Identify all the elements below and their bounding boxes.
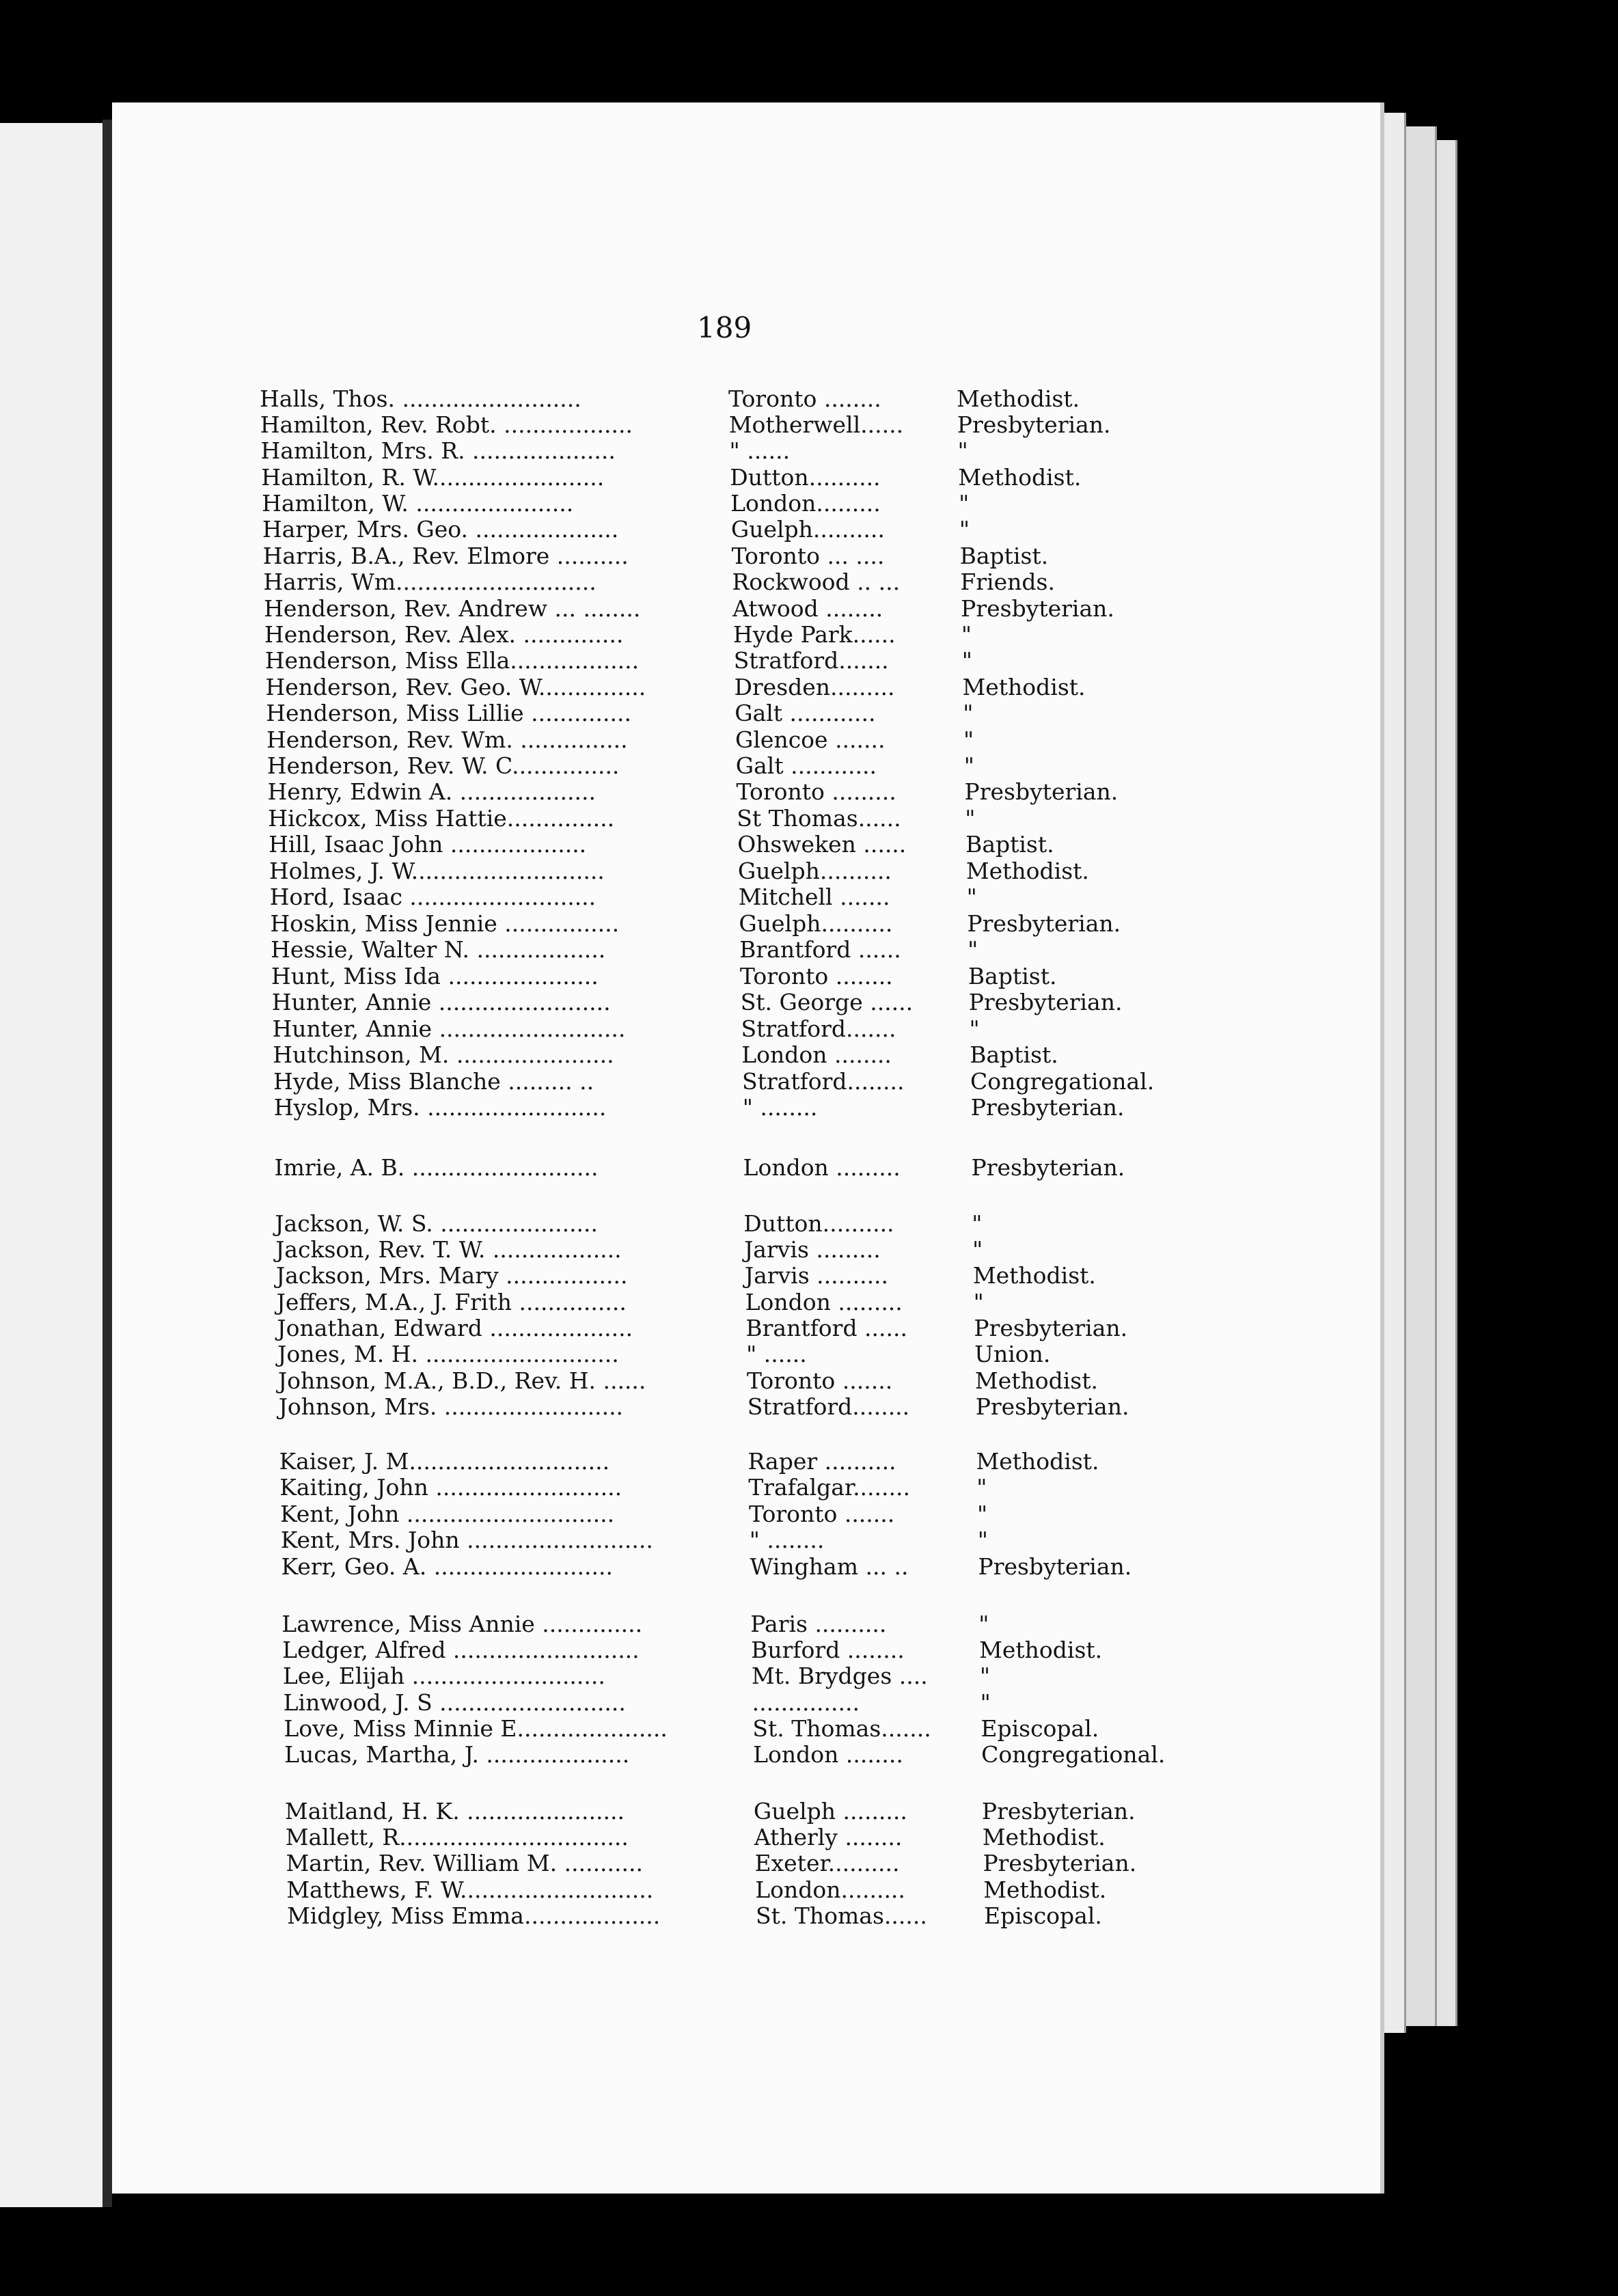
- entry-denomination: Methodist.: [957, 385, 1080, 412]
- entry-name: Harris, B.A., Rev. Elmore ..........: [262, 543, 629, 569]
- entry-place: Toronto ........: [739, 963, 893, 989]
- entry-place: St. George ......: [740, 989, 914, 1015]
- entry-name: Lee, Elijah ...........................: [282, 1663, 605, 1689]
- entry-place: Mt. Brydges ....: [751, 1663, 928, 1689]
- page-number: 189: [697, 311, 752, 344]
- entry-name: Kaiser, J. M............................: [279, 1448, 610, 1475]
- entry-name: Henderson, Rev. Andrew ... ........: [264, 595, 641, 622]
- entry-name: Hill, Isaac John ...................: [269, 831, 587, 858]
- entry-place: ...............: [752, 1689, 860, 1716]
- entry-name: Martin, Rev. William M. ...........: [286, 1850, 643, 1876]
- entry-place: Stratford.......: [733, 647, 889, 674]
- entry-denomination: Presbyterian.: [975, 1393, 1129, 1420]
- entry-place: Ohsweken ......: [737, 831, 907, 858]
- entry-name: Love, Miss Minnie E.....................: [284, 1715, 668, 1742]
- entry-denomination: Methodist.: [976, 1448, 1099, 1475]
- entry-place: Exeter..........: [754, 1850, 900, 1876]
- entry-place: Toronto .........: [736, 778, 896, 805]
- entry-place: " ......: [746, 1341, 807, 1367]
- entry-name: Kerr, Geo. A. .........................: [281, 1553, 613, 1580]
- entry-name: Henderson, Rev. W. C...............: [266, 752, 620, 779]
- entry-name: Henderson, Rev. Wm. ...............: [266, 726, 628, 753]
- entry-name: Hyslop, Mrs. .........................: [273, 1094, 607, 1121]
- entry-denomination: ": [969, 1015, 980, 1042]
- entry-denomination: ": [965, 805, 976, 832]
- entry-name: Holmes, J. W...........................: [269, 858, 605, 884]
- entry-denomination: Congregational.: [970, 1068, 1155, 1095]
- entry-denomination: Baptist.: [970, 1041, 1058, 1068]
- entry-denomination: Presbyterian.: [971, 1154, 1125, 1181]
- entry-denomination: ": [957, 437, 968, 464]
- entry-denomination: ": [980, 1689, 991, 1716]
- entry-denomination: Episcopal.: [981, 1715, 1099, 1742]
- entry-place: Toronto ... ....: [731, 543, 885, 569]
- entry-denomination: ": [961, 647, 972, 674]
- entry-denomination: ": [979, 1663, 991, 1689]
- entry-place: London.........: [730, 490, 881, 517]
- entry-name: Harris, Wm............................: [263, 569, 597, 595]
- entry-place: Guelph..........: [739, 910, 893, 937]
- entry-denomination: Methodist.: [982, 1824, 1106, 1850]
- entry-place: Dutton..........: [743, 1210, 894, 1237]
- entry-denomination: Methodist.: [972, 1262, 1096, 1289]
- entry-denomination: Presbyterian.: [974, 1315, 1128, 1341]
- entry-name: Matthews, F. W...........................: [286, 1876, 654, 1903]
- entry-place: Jarvis .........: [744, 1236, 881, 1263]
- entry-place: London ........: [741, 1041, 892, 1068]
- entry-name: Linwood, J. S ..........................: [283, 1689, 626, 1716]
- entry-name: Johnson, Mrs. .........................: [278, 1393, 624, 1420]
- entry-denomination: Methodist.: [979, 1637, 1103, 1663]
- entry-denomination: ": [972, 1210, 983, 1237]
- entry-denomination: Baptist.: [959, 543, 1049, 569]
- entry-name: Kaiting, John ..........................: [279, 1474, 622, 1501]
- entry-place: Galt ............: [735, 700, 876, 726]
- entry-denomination: ": [976, 1474, 987, 1501]
- entry-denomination: Presbyterian.: [981, 1798, 1136, 1824]
- entry-place: Atwood ........: [732, 595, 883, 622]
- entry-name: Lawrence, Miss Annie ..............: [282, 1611, 643, 1637]
- entry-place: Guelph..........: [737, 858, 892, 884]
- entry-denomination: ": [977, 1527, 988, 1553]
- entry-name: Kent, Mrs. John ..........................: [280, 1527, 653, 1553]
- entry-name: Hord, Isaac ..........................: [269, 884, 597, 910]
- entry-place: St. Thomas......: [756, 1902, 927, 1929]
- entry-place: St Thomas......: [737, 805, 901, 832]
- entry-name: Hamilton, Mrs. R. ....................: [260, 437, 616, 464]
- entry-place: " ......: [729, 437, 791, 464]
- entry-place: London .........: [745, 1289, 903, 1315]
- entry-place: Burford ........: [751, 1637, 905, 1663]
- entry-place: Brantford ......: [739, 936, 901, 963]
- entry-place: Glencoe .......: [735, 726, 886, 753]
- entry-name: Harper, Mrs. Geo. ....................: [262, 516, 619, 543]
- entry-name: Hickcox, Miss Hattie...............: [268, 805, 615, 832]
- entry-denomination: Congregational.: [981, 1741, 1166, 1768]
- entry-place: Toronto .......: [749, 1501, 895, 1527]
- entry-denomination: Baptist.: [968, 963, 1057, 989]
- entry-place: Stratford........: [747, 1393, 910, 1420]
- entry-denomination: ": [977, 1501, 988, 1527]
- entry-denomination: Methodist.: [983, 1876, 1107, 1903]
- entry-name: Mallett, R................................: [285, 1824, 629, 1850]
- entry-denomination: Presbyterian.: [957, 411, 1111, 438]
- entry-denomination: ": [968, 936, 978, 963]
- entry-name: Henderson, Miss Lillie ..............: [266, 700, 631, 726]
- left-page-edge: [0, 123, 102, 2207]
- entry-denomination: Presbyterian.: [970, 1094, 1125, 1121]
- entry-place: " ........: [742, 1094, 818, 1121]
- entry-denomination: Presbyterian.: [968, 989, 1123, 1015]
- entry-denomination: ": [961, 621, 972, 648]
- entry-denomination: Episcopal.: [984, 1902, 1102, 1929]
- entry-name: Ledger, Alfred ..........................: [282, 1637, 640, 1663]
- entry-name: Hunter, Annie ........................: [271, 989, 611, 1015]
- entry-name: Jeffers, M.A., J. Frith ...............: [276, 1289, 627, 1315]
- entry-place: Stratford.......: [741, 1015, 896, 1042]
- entry-name: Hessie, Walter N. ..................: [271, 936, 606, 963]
- entry-name: Jackson, Rev. T. W. ..................: [275, 1236, 622, 1263]
- entry-denomination: Methodist.: [974, 1367, 1098, 1394]
- entry-name: Henderson, Rev. Geo. W...............: [265, 674, 646, 700]
- entry-place: Atherly ........: [754, 1824, 903, 1850]
- entry-place: " ........: [749, 1527, 825, 1553]
- entry-name: Hunter, Annie ..........................: [272, 1015, 626, 1042]
- entry-denomination: ": [963, 700, 974, 726]
- entry-place: Paris ..........: [750, 1611, 887, 1637]
- entry-denomination: Presbyterian.: [961, 595, 1114, 622]
- entry-place: Motherwell......: [728, 411, 904, 438]
- entry-place: Dresden.........: [734, 674, 895, 700]
- entry-place: Stratford........: [742, 1068, 905, 1095]
- entry-denomination: Methodist.: [958, 464, 1082, 491]
- entry-place: Dutton..........: [730, 464, 881, 491]
- entry-place: Toronto .......: [746, 1367, 893, 1394]
- book-gutter: [102, 120, 112, 2207]
- entry-denomination: Baptist.: [965, 831, 1054, 858]
- entry-place: Mitchell .......: [738, 884, 890, 910]
- entry-name: Johnson, M.A., B.D., Rev. H. ......: [277, 1367, 646, 1394]
- entry-place: Wingham ... ..: [750, 1553, 909, 1580]
- entry-name: Hunt, Miss Ida .....................: [271, 963, 599, 989]
- entry-name: Jones, M. H. ...........................: [277, 1341, 619, 1367]
- entry-name: Jackson, Mrs. Mary .................: [275, 1262, 628, 1289]
- entry-place: Galt ............: [735, 752, 877, 779]
- entry-name: Henderson, Rev. Alex. ..............: [264, 621, 624, 648]
- entry-denomination: ": [959, 490, 970, 517]
- entry-place: St. Thomas.......: [752, 1715, 931, 1742]
- entry-name: Maitland, H. K. ......................: [284, 1798, 625, 1824]
- entry-denomination: ": [963, 726, 974, 753]
- entry-place: London ........: [753, 1741, 903, 1768]
- entry-place: Rockwood .. ...: [732, 569, 901, 595]
- entry-name: Hutchinson, M. ......................: [273, 1041, 614, 1068]
- entry-place: Trafalgar........: [748, 1474, 910, 1501]
- entry-place: Jarvis ..........: [744, 1262, 889, 1289]
- entry-place: London.........: [755, 1876, 905, 1903]
- entry-denomination: Presbyterian.: [964, 778, 1119, 805]
- entry-place: Raper ..........: [748, 1448, 896, 1475]
- entry-denomination: Friends.: [960, 569, 1055, 595]
- entry-place: Brantford ......: [745, 1315, 907, 1341]
- entry-place: Guelph..........: [730, 516, 885, 543]
- entry-name: Midgley, Miss Emma...................: [287, 1902, 661, 1929]
- entry-denomination: ": [966, 884, 977, 910]
- entry-denomination: ": [978, 1611, 989, 1637]
- entry-denomination: Union.: [974, 1341, 1051, 1367]
- entry-name: Kent, John .............................: [280, 1501, 615, 1527]
- entry-denomination: ": [963, 752, 974, 779]
- entry-name: Henry, Edwin A. ...................: [267, 778, 596, 805]
- entry-denomination: ": [959, 516, 970, 543]
- entry-denomination: Methodist.: [962, 674, 1086, 700]
- entry-denomination: Presbyterian.: [967, 910, 1121, 937]
- entry-name: Lucas, Martha, J. ....................: [284, 1741, 630, 1768]
- entry-denomination: Presbyterian.: [983, 1850, 1137, 1876]
- entry-name: Henderson, Miss Ella..................: [264, 647, 640, 674]
- entry-place: Guelph .........: [753, 1798, 907, 1824]
- entry-name: Halls, Thos. .........................: [260, 385, 581, 412]
- entry-name: Hamilton, Rev. Robt. ..................: [260, 411, 633, 438]
- entry-name: Imrie, A. B. ..........................: [274, 1154, 599, 1181]
- entry-name: Hyde, Miss Blanche ......... ..: [273, 1068, 594, 1095]
- entry-denomination: ": [972, 1236, 983, 1263]
- entry-place: Toronto ........: [728, 385, 881, 412]
- entry-name: Hamilton, R. W........................: [261, 464, 605, 491]
- entry-denomination: Methodist.: [965, 858, 1089, 884]
- entry-place: London .........: [743, 1154, 901, 1181]
- entry-denomination: ": [973, 1289, 984, 1315]
- entry-name: Jackson, W. S. ......................: [275, 1210, 599, 1237]
- entry-place: Hyde Park......: [732, 621, 896, 648]
- entry-denomination: Presbyterian.: [978, 1553, 1132, 1580]
- entry-name: Hamilton, W. ......................: [262, 490, 574, 517]
- entry-name: Jonathan, Edward ....................: [277, 1315, 633, 1341]
- entry-name: Hoskin, Miss Jennie ................: [270, 910, 620, 937]
